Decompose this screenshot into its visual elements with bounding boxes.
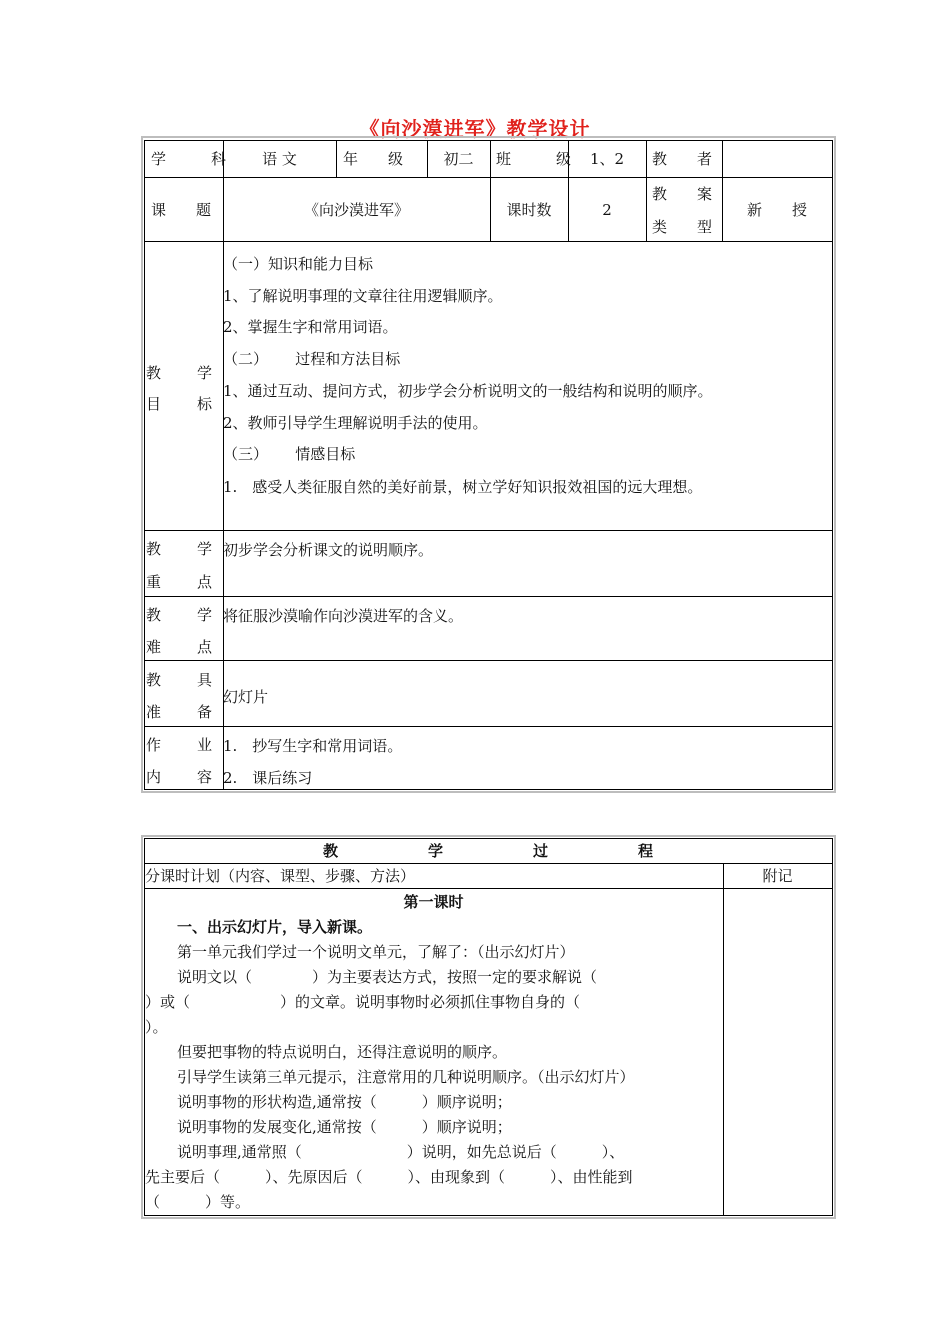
process-line: 但要把事物的特点说明白，还得注意说明的顺序。 <box>177 1043 508 1061</box>
goal-line: （一）知识和能力目标 <box>223 255 374 273</box>
goal-line: 1. 感受人类征服自然的美好前景，树立学好知识报效祖国的远大理想。 <box>223 478 703 496</box>
plan-type-label-1: 教 案 <box>652 185 713 203</box>
teaching-aids-label-top: 教 具 <box>146 671 212 689</box>
process-line: 引导学生读第三单元提示，注意常用的几种说明顺序。（出示幻灯片） <box>177 1068 635 1086</box>
goal-line: （二） 过程和方法目标 <box>223 350 401 368</box>
teacher-label: 教 者 <box>652 150 713 168</box>
homework-line: 2. 课后练习 <box>223 769 313 787</box>
process-line: 说明事物的形状构造,通常按（ ）顺序说明； <box>177 1093 512 1111</box>
teaching-aids-label-bottom: 准 备 <box>146 703 212 721</box>
subject-value: 语 文 <box>262 150 297 168</box>
goals-label-bottom: 目 标 <box>146 395 212 413</box>
process-line: （ ）等。 <box>145 1193 251 1211</box>
process-line: ）。 <box>145 1018 168 1036</box>
notes-column-label: 附记 <box>762 867 793 885</box>
grade-value: 初二 <box>443 150 474 168</box>
class-label: 班 级 <box>496 150 572 168</box>
difficulties-text: 将征服沙漠喻作向沙漠进军的含义。 <box>223 607 464 625</box>
section-title: 一、出示幻灯片，导入新课。 <box>177 918 373 936</box>
difficulties-label-bottom: 难 点 <box>146 638 212 656</box>
goal-line: 1、通过互动、提问方式，初步学会分析说明文的一般结构和说明的顺序。 <box>223 382 713 400</box>
plan-type-value: 新 授 <box>746 201 807 219</box>
process-line: 先主要后（ ）、先原因后（ ）、由现象到（ ）、由性能到 <box>145 1168 633 1186</box>
process-line: 说明事物的发展变化,通常按（ ）顺序说明； <box>177 1118 512 1136</box>
goal-line: 1、了解说明事理的文章往往用逻辑顺序。 <box>223 287 503 305</box>
process-line: 说明文以（ ）为主要表达方式，按照一定的要求解说（ <box>177 968 598 986</box>
homework-label-top: 作 业 <box>146 736 212 754</box>
process-line: ）或（ ）的文章。说明事物时必须抓住事物自身的（ <box>145 993 581 1011</box>
hours-value: 2 <box>602 201 612 219</box>
process-line: 说明事理,通常照（ ）说明，如先总说后（ ）、 <box>177 1143 625 1161</box>
key-points-text: 初步学会分析课文的说明顺序。 <box>223 541 434 559</box>
homework-line: 1. 抄写生字和常用词语。 <box>223 737 403 755</box>
plan-column-label: 分课时计划（内容、课型、步骤、方法） <box>145 867 416 885</box>
subject-label: 学 科 <box>151 150 227 168</box>
goals-label-top: 教 学 <box>146 364 212 382</box>
teaching-process-table <box>141 835 836 1219</box>
document-title: 《向沙漠进军》教学设计 <box>359 117 591 141</box>
homework-label-bottom: 内 容 <box>146 768 212 786</box>
process-header: 教 学 过 程 <box>322 842 653 860</box>
topic-label: 课 题 <box>151 201 212 219</box>
goal-line: 2、掌握生字和常用词语。 <box>223 318 398 336</box>
key-points-label-bottom: 重 点 <box>146 573 212 591</box>
topic-value: 《向沙漠进军》 <box>303 201 409 219</box>
goal-line: 2、教师引导学生理解说明手法的使用。 <box>223 414 488 432</box>
key-points-label-top: 教 学 <box>146 540 212 558</box>
grade-label: 年 级 <box>343 150 404 168</box>
difficulties-label-top: 教 学 <box>146 606 212 624</box>
plan-type-label-2: 类 型 <box>652 218 713 236</box>
class-value: 1、2 <box>589 150 625 168</box>
lesson-info-table <box>141 136 836 793</box>
hours-label: 课时数 <box>506 201 552 219</box>
teaching-aids-text: 幻灯片 <box>223 688 269 706</box>
goal-line: （三） 情感目标 <box>223 445 356 463</box>
process-line: 第一单元我们学过一个说明文单元，了解了：（出示幻灯片） <box>177 943 575 961</box>
lesson-title: 第一课时 <box>403 893 464 911</box>
